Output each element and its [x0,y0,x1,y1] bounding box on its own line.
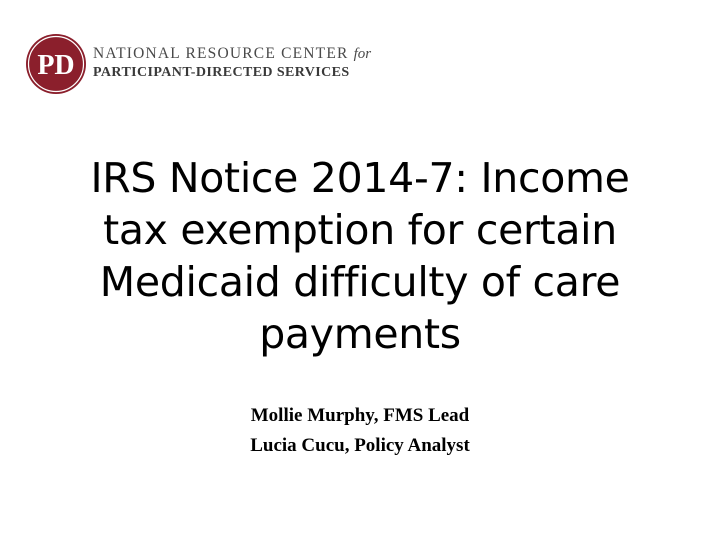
title-line-2: tax exemption for certain [103,206,617,254]
logo-line-1 [93,44,371,64]
author-list [60,401,660,461]
logo-wordmark [93,44,371,82]
logo-line-1-main: NATIONAL RESOURCE CENTER [93,45,349,62]
logo-line-2: PARTICIPANT-DIRECTED SERVICES [93,65,350,80]
title-line-1: IRS Notice 2014-7: Income [90,154,630,202]
logo-line-1-for: for [353,46,372,62]
pd-monogram-icon [25,33,87,95]
logo-monogram: PD [37,50,75,81]
title-line-4: payments [259,310,461,358]
title-line-3: Medicaid difficulty of care [99,258,621,306]
organization-logo [25,33,372,95]
author-line-2: Lucia Cucu, Policy Analyst [250,435,470,456]
slide-title [40,152,680,360]
author-line-1: Mollie Murphy, FMS Lead [250,405,470,426]
